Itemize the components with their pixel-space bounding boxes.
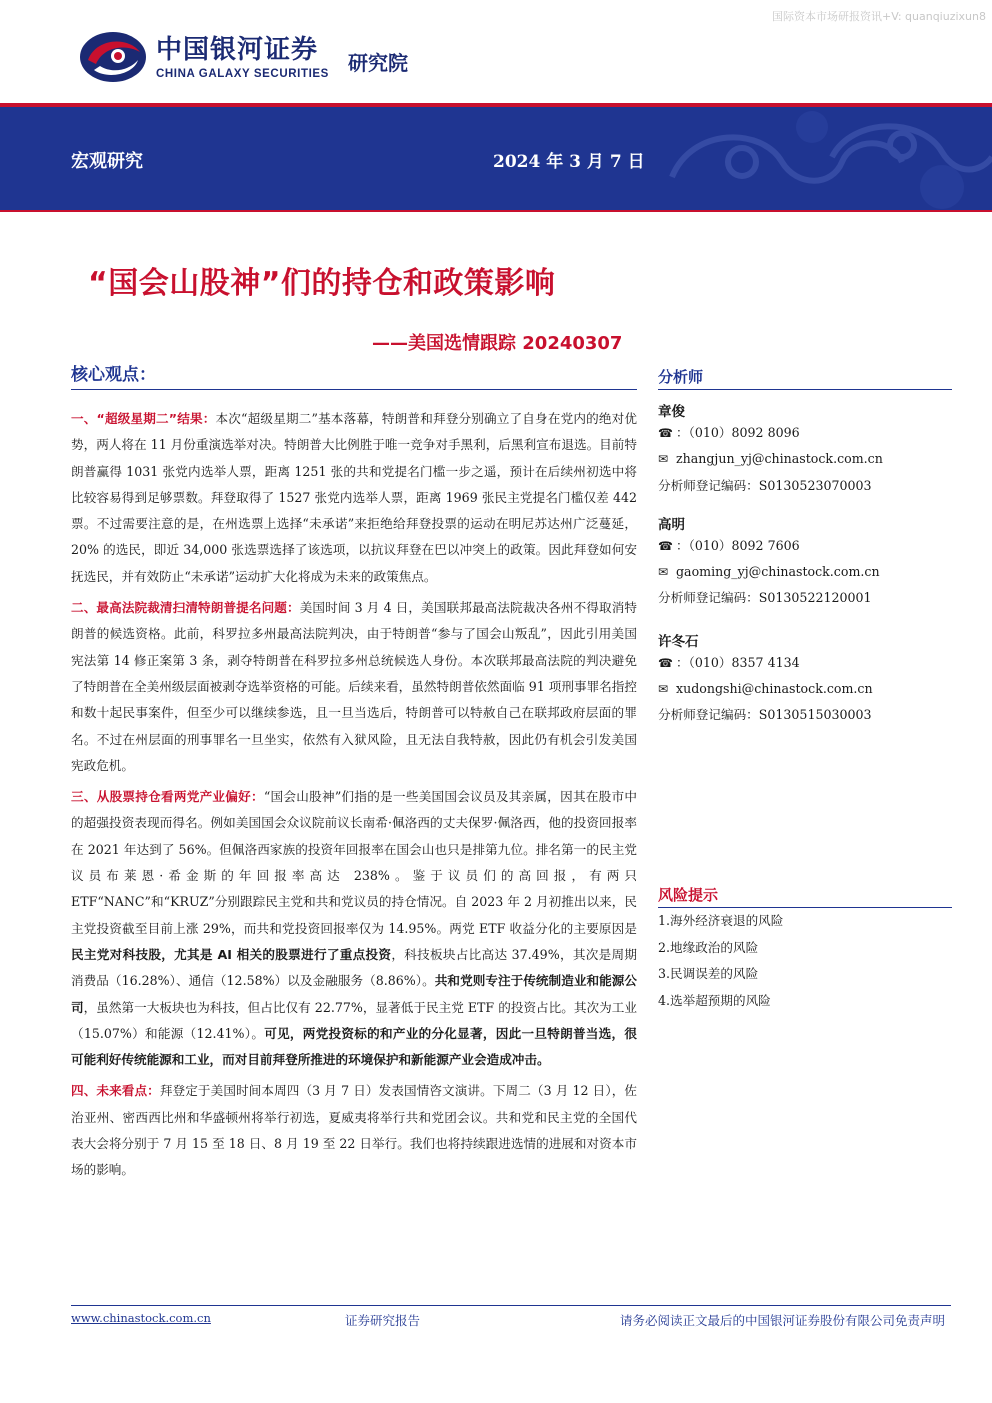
institute-label: 研究院	[348, 51, 408, 75]
website-link[interactable]: www.chinastock.com.cn	[71, 1311, 211, 1325]
analyst-panel	[658, 366, 952, 729]
header-banner	[0, 107, 992, 210]
analyst-registration: 分析师登记编码：S0130523070003	[658, 477, 872, 493]
analyst-phone: ☎ ：（010）8092 8096	[658, 420, 952, 446]
banner-red-rule	[0, 210, 992, 212]
paragraph-text: ，科技板块占比高达 37.49%，其次是周期消费品（16.28%）、通信（12.58%）以及金融服务（8.86%）。	[71, 946, 638, 989]
email-icon: ✉	[658, 565, 669, 580]
disclaimer-note: 请务必阅读正文最后的中国银河证券股份有限公司免责声明	[619, 1313, 945, 1328]
core-views-heading: 核心观点：	[71, 360, 637, 390]
watermark: 国际资本市场研报资讯+V: quanqiuzixun8	[771, 10, 986, 23]
main-body	[71, 406, 637, 1189]
logo-chinese-name: 中国银河证券	[156, 34, 319, 65]
paragraph-super-tuesday	[71, 406, 637, 590]
paragraph-outlook	[71, 1078, 637, 1183]
paragraph-highlight: 民主党对科技股，尤其是 AI 相关的股票进行了重点投资	[71, 946, 392, 962]
analyst-card	[658, 513, 952, 612]
analysts-heading: 分析师	[658, 366, 952, 390]
analyst-registration: 分析师登记编码：S0130522120001	[658, 590, 872, 606]
paragraph-text: 拜登定于美国时间本周四（3 月 7 日）发表国情咨文演讲。下周二（3 月 12 日），佐治亚州、密西西比州和华盛顿州将举行初选，夏威夷将举行共和党团会议。共和党和民主党的全国代表大会将分别于 7 月 15 至 18 日、8 月 19 至 22 日举行。我们也将持续跟进选情的进展和对资本市场的影响。	[71, 1083, 637, 1178]
risk-item: 4.选举超预期的风险	[658, 992, 771, 1008]
analyst-email[interactable]: ✉ zhangjun_yj@chinastock.com.cn	[658, 446, 952, 472]
paragraph-highlight: 可见，两党投资标的和产业的分化显著，因此一旦特朗普当选，很可能利好传统能源和工业，而对目前拜登所推进的环境保护和新能源产业会造成冲击。	[71, 1025, 637, 1068]
analyst-card	[658, 630, 952, 729]
paragraph-lead: 一、“超级星期二”结果：	[71, 411, 216, 426]
email-icon: ✉	[658, 452, 669, 467]
logo-english-name: CHINA GALAXY SECURITIES	[156, 67, 329, 80]
email-icon: ✉	[658, 682, 669, 697]
phone-icon: ☎	[658, 655, 673, 670]
risk-item: 1.海外经济衰退的风险	[658, 913, 784, 928]
paragraph-text: 美国时间 3 月 4 日，美国联邦最高法院裁决各州不得取消特朗普的候选资格。此前，科罗拉多州最高法院判决，由于特朗普“参与了国会山叛乱”，因此引用美国宪法第 14 修正案第 3 条，剥夺特朗普在科罗拉多州总统候选人身份。本次联邦最高法院的判决避免了特朗普在全美州级层面被剥夺选举资格的可能。后续来看，虽然特朗普依然面临 91 项刑事罪名指控和数十起民事案件，但至少可以继续参选，且一旦当选后，特朗普可以特赦自己在联邦政府层面的罪名。不过在州层面的刑事罪名一旦坐实，依然有入狱风险，且无法自我特赦，因此仍有机会引发美国宪政危机。	[71, 600, 638, 773]
risk-item: 3.民调误差的风险	[658, 966, 759, 981]
risk-item: 2.地缘政治的风险	[658, 939, 759, 955]
cloud-pattern-icon	[632, 107, 992, 210]
paragraph-stock-holdings	[71, 784, 637, 1073]
phone-icon: ☎	[658, 538, 673, 553]
footer-rule	[71, 1305, 951, 1306]
report-title: “国会山股神”们的持仓和政策影响	[88, 266, 556, 301]
analyst-phone: ☎ ：（010）8357 4134	[658, 650, 952, 676]
analyst-email[interactable]: ✉ gaoming_yj@chinastock.com.cn	[658, 559, 952, 585]
paragraph-text: ，虽然第一大板块也为科技，但占比仅有 22.77%，显著低于民主党 ETF 的投资占比。其次为工业（15.07%）和能源（12.41%）。	[71, 999, 637, 1041]
paragraph-lead: 二、最高法院裁清扫清特朗普提名问题：	[71, 600, 300, 616]
report-category: 宏观研究	[71, 151, 143, 172]
galaxy-logo-icon	[78, 30, 148, 84]
report-date: 2024 年 3 月 7 日	[493, 152, 645, 172]
analyst-name: 高明	[658, 516, 685, 533]
risk-heading: 风险提示	[658, 884, 952, 908]
paragraph-supreme-court	[71, 595, 637, 779]
risk-panel	[658, 884, 952, 1014]
analyst-registration: 分析师登记编码：S0130515030003	[658, 707, 872, 723]
phone-icon: ☎	[658, 426, 673, 440]
analyst-name: 章俊	[658, 404, 685, 420]
analyst-name: 许冬石	[658, 633, 699, 650]
paragraph-lead: 三、从股票持仓看两党产业偏好：	[71, 789, 264, 805]
document-type: 证券研究报告	[345, 1313, 421, 1328]
paragraph-highlight: 共和党则专注于传统制造业和能源公司	[71, 973, 637, 1015]
analyst-phone: ☎ ：（010）8092 7606	[658, 533, 952, 559]
company-logo	[78, 30, 408, 84]
paragraph-text: “国会山股神”们指的是一些美国国会议员及其亲属，因其在股市中的超强投资表现而得名。例如美国国会众议院前议长南希·佩洛西的丈夫保罗·佩洛西，他的投资回报率在 2021 年达到了 56%。但佩洛西家族的投资年回报率在国会山也只是排第九位。排名第一的民主党议员布莱恩·希金斯的年回报率高达 238%。鉴于议员们的高回报，有两只 ETF“NANC”和“KRUZ”分别跟踪民主党和共和党议员的持仓情况。自 2023 年 2 月初推出以来，民主党投资截至目前上涨 29%，而共和党投资回报率仅为 14.95%。两党 ETF 收益分化的主要原因是	[71, 789, 637, 936]
analyst-card	[658, 400, 952, 499]
paragraph-text: 本次“超级星期二”基本落幕，特朗普和拜登分别确立了自身在党内的绝对优势，两人将在 11 月份重演选举对决。特朗普大比例胜于唯一竞争对手黑利，后黑利宣布退选。目前特朗普赢得 1031 张党内选举人票，距离 1251 张的共和党提名门槛一步之遥，预计在后续州初选中将比较容易得到足够票数。拜登取得了 1527 张党内选举人票，距离 1969 张民主党提名门槛仅差 442 票。不过需要注意的是，在州选票上选择“未承诺”来拒绝给拜登投票的运动在明尼苏达州广泛蔓延，20% 的选民，即近 34,000 张选票选择了该选项，以抗议拜登在巴以冲突上的政策。因此拜登如何安抚选民，并有效防止“未承诺”运动扩大化将成为未来的政策焦点。	[71, 411, 637, 584]
report-subtitle: ——美国选情跟踪 20240307	[372, 333, 623, 354]
analyst-email[interactable]: ✉ xudongshi@chinastock.com.cn	[658, 676, 952, 702]
paragraph-lead: 四、未来看点：	[71, 1083, 160, 1099]
